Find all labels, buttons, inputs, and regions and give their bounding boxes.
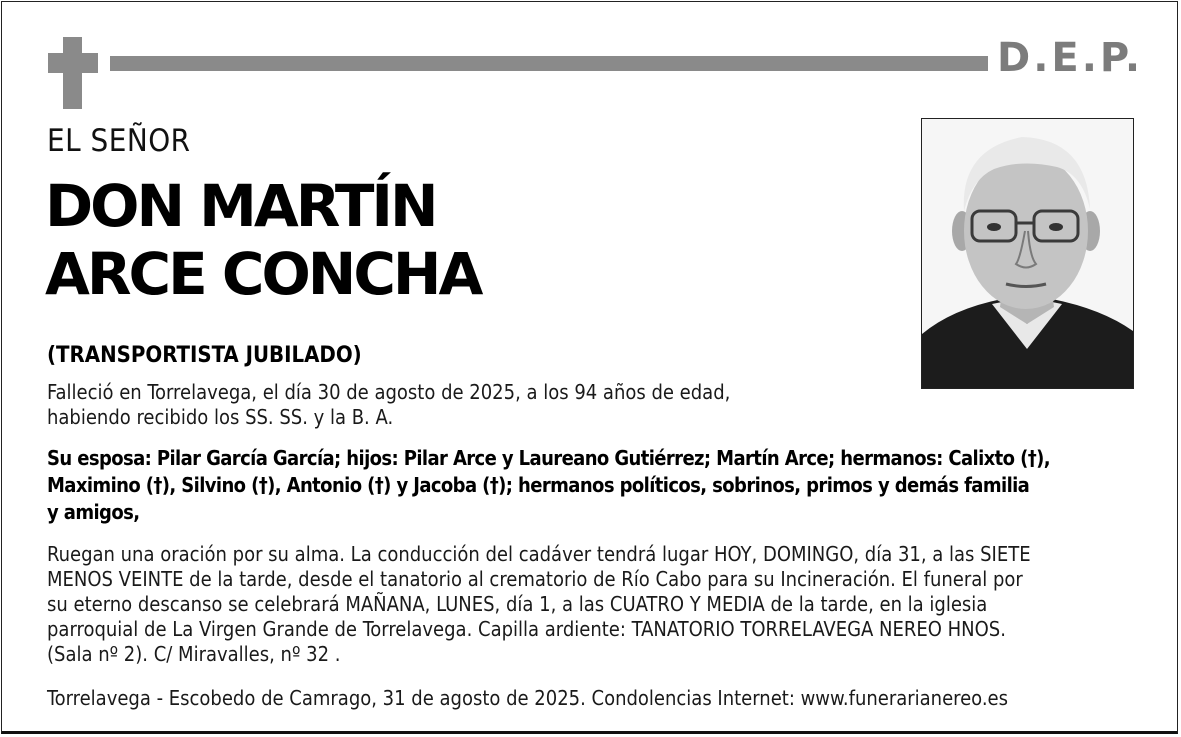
family-line: Su esposa: Pilar García García; hijos: Pilar Arce y Laureano Gutiérrez; Martín Arce; hermanos: Calixto (†),	[47, 446, 1050, 470]
family-line: Maximino (†), Silvino (†), Antonio (†) y Jacoba (†); hermanos políticos, sobrinos, primos y demás familia	[47, 473, 1030, 497]
deceased-name	[45, 172, 480, 308]
footer-line: Torrelavega - Escobedo de Camrago, 31 de agosto de 2025. Condolencias Internet: www.funerarianereo.es	[47, 686, 1008, 710]
name-line-1: DON MARTÍN	[45, 172, 436, 240]
header-rule	[110, 56, 988, 71]
portrait-photo	[921, 118, 1134, 389]
ceremony-line: Ruegan una oración por su alma. La conducción del cadáver tendrá lugar HOY, DOMINGO, día 31, a las SIETE	[47, 542, 1031, 566]
name-line-2: ARCE CONCHA	[45, 240, 481, 308]
dep-label: D.E.P.	[997, 35, 1144, 81]
ceremony-line: (Sala nº 2). C/ Miravalles, nº 32 .	[47, 642, 341, 666]
occupation: (TRANSPORTISTA JUBILADO)	[47, 343, 362, 368]
death-notice	[47, 380, 730, 430]
ceremony-line: su eterno descanso se celebrará MAÑANA, LUNES, día 1, a las CUATRO Y MEDIA de la tarde, en la iglesia	[47, 592, 988, 616]
pretitle: EL SEÑOR	[47, 123, 191, 159]
death-notice-line: habiendo recibido los SS. SS. y la B. A.	[47, 405, 394, 429]
ceremony-line: parroquial de La Virgen Grande de Torrelavega. Capilla ardiente: TANATORIO TORRELAVEGA NEREO HNOS.	[47, 617, 1006, 641]
family-line: y amigos,	[47, 500, 140, 524]
death-notice-line: Falleció en Torrelavega, el día 30 de agosto de 2025, a los 94 años de edad,	[47, 380, 731, 404]
ceremony-details	[47, 542, 1031, 667]
family-list	[47, 445, 1050, 526]
ceremony-line: MENOS VEINTE de la tarde, desde el tanatorio al crematorio de Río Cabo para su Incineración. El funeral por	[47, 567, 1023, 591]
